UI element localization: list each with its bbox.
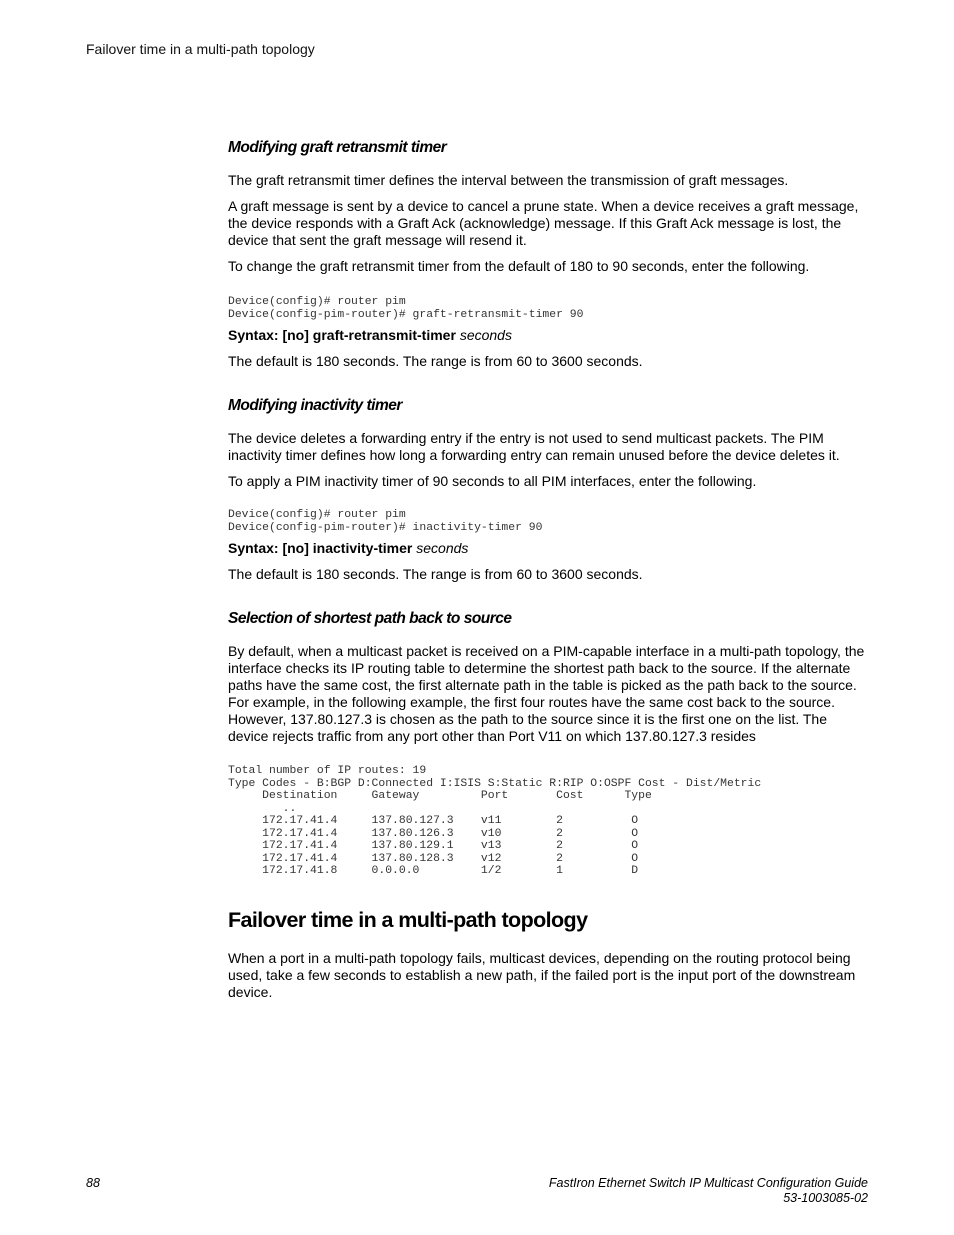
inactivity-paragraph-2: To apply a PIM inactivity timer of 90 seconds to all PIM interfaces, enter the following. <box>228 473 757 489</box>
graft-syntax <box>228 327 868 344</box>
footer-doc-info <box>549 1176 868 1206</box>
inactivity-code-example: Device(config)# router pim Device(config-pim-router)# inactivity-timer 90 <box>228 509 543 534</box>
page-content <box>228 138 868 1010</box>
inactivity-syntax <box>228 540 868 557</box>
graft-code-example: Device(config)# router pim Device(config-pim-router)# graft-retransmit-timer 90 <box>228 296 584 321</box>
shortest-path-section-heading: Selection of shortest path back to source <box>228 610 512 627</box>
inactivity-section-heading: Modifying inactivity timer <box>228 397 402 414</box>
routing-table-code-example: Total number of IP routes: 19 Type Codes - B:BGP D:Connected I:ISIS S:Static R:RIP O:OSPF Cost - Dist/Metric Destination Gateway Port Cost Type .. 172.17.41.4 137.80.127.3 v11 2 O 172.17.41.4 137.80.126.3 v10 2 O 172.17.41.4 137.80.129.1 v13 2 O 172.17.41.4 137.80.128.3 v12 2 O 172.17.41.8 0.0.0.0 1/2 1 D <box>228 765 762 877</box>
inactivity-paragraph-3: The default is 180 seconds. The range is from 60 to 3600 seconds. <box>228 566 643 582</box>
failover-section-heading: Failover time in a multi-path topology <box>228 907 588 932</box>
shortest-path-paragraph: By default, when a multicast packet is received on a PIM-capable interface in a multi-path topology, the interface checks its IP routing table to determine the shortest path back to the source. If the alternate paths have the same cost, the first alternate path in the table is picked as the path back to the source. For example, in the following example, the first four routes have the same cost back to the source. However, 137.80.127.3 is chosen as the path to the source since it is the first one on the list. The device rejects traffic from any port other than Port V11 on which 137.80.127.3 resides <box>228 643 865 744</box>
page-number: 88 <box>86 1176 100 1190</box>
graft-section-heading: Modifying graft retransmit timer <box>228 139 447 156</box>
footer-doc-number: 53-1003085-02 <box>783 1191 868 1205</box>
footer-guide-title: FastIron Ethernet Switch IP Multicast Configuration Guide <box>548 1176 868 1190</box>
graft-paragraph-4: The default is 180 seconds. The range is from 60 to 3600 seconds. <box>228 353 643 369</box>
inactivity-syntax-param: seconds <box>416 540 469 556</box>
graft-syntax-label: Syntax: [no] graft-retransmit-timer <box>228 327 456 343</box>
inactivity-syntax-label: Syntax: [no] inactivity-timer <box>228 540 413 556</box>
graft-paragraph-3: To change the graft retransmit timer from the default of 180 to 90 seconds, enter the following. <box>228 258 810 274</box>
graft-paragraph-1: The graft retransmit timer defines the interval between the transmission of graft messages. <box>228 172 789 188</box>
graft-syntax-param: seconds <box>459 327 512 343</box>
failover-paragraph: When a port in a multi-path topology fails, multicast devices, depending on the routing protocol being used, take a few seconds to establish a new path, if the failed port is the input port of the downstream device. <box>228 949 856 1000</box>
graft-paragraph-2: A graft message is sent by a device to cancel a prune state. When a device receives a graft message, the device responds with a Graft Ack (acknowledge) message. If this Graft Ack message is lost, the device that sent the graft message will resend it. <box>228 198 859 248</box>
running-header: Failover time in a multi-path topology <box>86 41 315 57</box>
inactivity-paragraph-1: The device deletes a forwarding entry if the entry is not used to send multicast packets. The PIM inactivity timer defines how long a forwarding entry can remain unused before the device deletes it. <box>228 430 840 463</box>
